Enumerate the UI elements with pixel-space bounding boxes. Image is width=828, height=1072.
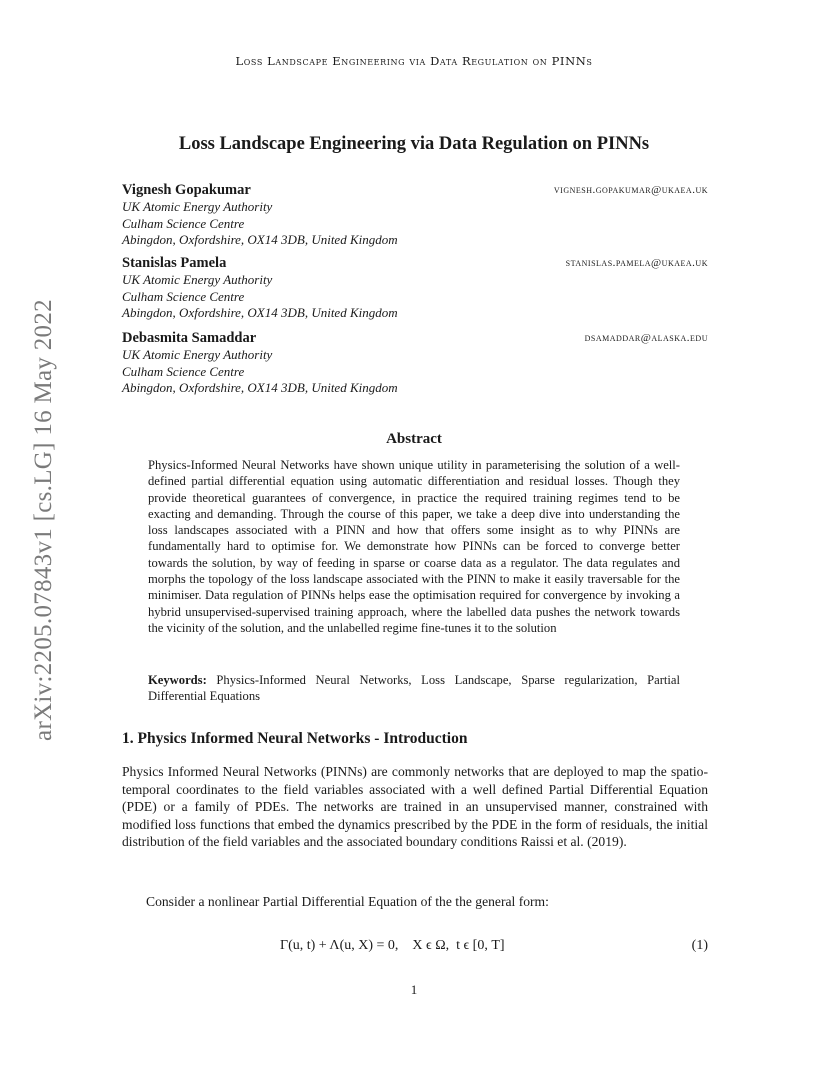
affiliation-line: Culham Science Centre <box>122 215 245 231</box>
author-block-2 <box>122 255 708 322</box>
running-head: Loss Landscape Engineering via Data Regulation on PINNs <box>235 54 593 68</box>
intro-paragraph: Physics Informed Neural Networks (PINNs) are commonly networks that are deployed to map the spatio-temporal coordinates to the field variables associated with a well defined Partial Differential Equation (PDE) or a family of PDEs. The networks are trained in an unsupervised manner, constrained with modified loss functions that embed the dynamics prescribed by the PDE in the form of residuals, the initial distribution of the field variables and the associated boundary conditions Raissi et al. (2019). <box>122 764 708 850</box>
consider-paragraph: Consider a nonlinear Partial Differential Equation of the the general form: <box>146 894 549 909</box>
author-block-1 <box>122 182 708 249</box>
arxiv-stamp: arXiv:2205.07843v1 [cs.LG] 16 May 2022 <box>30 299 57 741</box>
affiliation-line: UK Atomic Energy Authority <box>122 272 273 287</box>
abstract-text: Physics-Informed Neural Networks have shown unique utility in parameterising the solution of a well-defined partial differential equation using automatic differentiation and residual losses. Though they provide theoretical guarantees of convergence, in practice the required training regimes tend to be exacting and demanding. Through the course of this paper, we take a deep dive into understanding the loss landscapes associated with a PINN and how that offers some insight as to why PINNs are fundamentally hard to optimise for. We demonstrate how PINNs can be forced to converge better towards the solution, by way of feeding in sparse or coarse data as a regulator. The data regulates and morphs the topology of the loss landscape associated with the PINN to make it easily traversable for the minimiser. Data regulation of PINNs helps ease the optimisation required for convergence by invoking a hybrid unsupervised-supervised training approach, where the labelled data pushes the network towards the vicinity of the solution, and the unlabelled regime fine-tunes it to the solution <box>148 458 680 635</box>
affiliation-line: UK Atomic Energy Authority <box>122 347 273 362</box>
author-name: Debasmita Samaddar <box>122 330 257 346</box>
author-name: Stanislas Pamela <box>122 255 227 271</box>
affiliation-line: Culham Science Centre <box>122 363 245 379</box>
equation-number: (1) <box>691 938 708 953</box>
affiliation-line: Abingdon, Oxfordshire, OX14 3DB, United Kingdom <box>122 380 398 395</box>
author-email: stanislas.pamela@ukaea.uk <box>565 257 708 269</box>
keywords <box>148 672 680 705</box>
paper-title: Loss Landscape Engineering via Data Regulation on PINNs <box>178 134 650 154</box>
affiliation-line: Abingdon, Oxfordshire, OX14 3DB, United Kingdom <box>122 305 398 320</box>
keywords-text: Physics-Informed Neural Networks, Loss Landscape, Sparse regularization, Partial Differential Equations <box>148 673 680 704</box>
author-email: vignesh.gopakumar@ukaea.uk <box>553 184 708 196</box>
author-email: dsamaddar@alaska.edu <box>584 332 708 344</box>
page-number: 1 <box>410 982 418 997</box>
abstract-heading: Abstract <box>386 431 442 447</box>
equation: Γ(u, t) + Λ(u, X) = 0, X ϵ Ω, t ϵ [0, T] <box>280 938 505 953</box>
author-block-3 <box>122 330 708 397</box>
section-heading: 1. Physics Informed Neural Networks - Introduction <box>122 730 468 747</box>
keywords-label: Keywords: <box>148 673 207 687</box>
affiliation-line: Culham Science Centre <box>122 288 245 304</box>
author-name: Vignesh Gopakumar <box>122 182 251 198</box>
affiliation-line: Abingdon, Oxfordshire, OX14 3DB, United Kingdom <box>122 232 398 247</box>
affiliation-line: UK Atomic Energy Authority <box>122 199 273 214</box>
